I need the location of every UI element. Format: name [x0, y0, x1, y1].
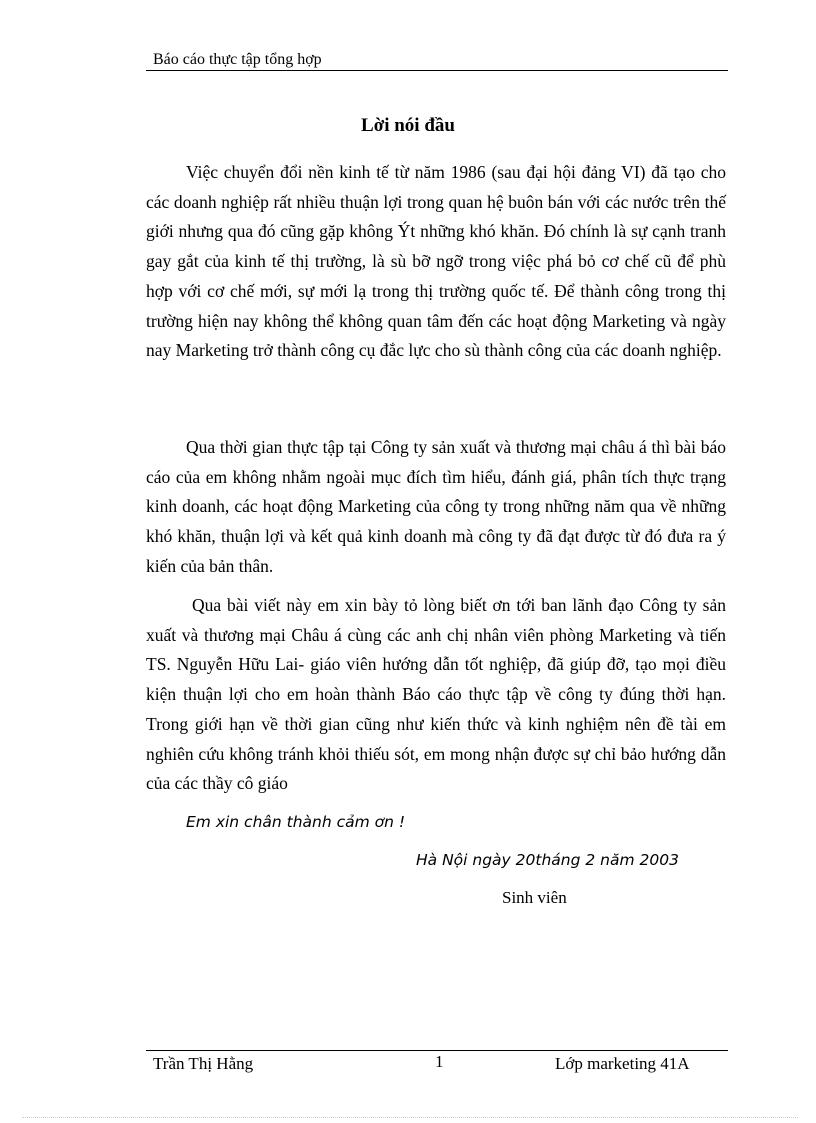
page-title: Lời nói đầu [361, 115, 455, 136]
signer-label: Sinh viên [502, 888, 567, 907]
page-number: 1 [435, 1052, 444, 1071]
paragraph: Qua bài viết này em xin bày tỏ lòng biết ơn tới ban lãnh đạo Công ty sản xuất và thương mại Châu á cùng các anh chị nhân viên phòng Marketing và tiến TS. Nguyễn Hữu Lai- giáo viên hướng dẫn tốt nghiệp, đã giúp đỡ, tạo mọi điều kiện thuận lợi cho em hoàn thành Báo cáo thực tập về công ty đúng thời hạn. Trong giới hạn về thời gian cũng như kiến thức và kinh nghiệm nên đề tài em nghiên cứu không tránh khỏi thiếu sót, em mong nhận được sự chỉ bảo hướng dẫn của các thầy cô giáo [146, 595, 726, 794]
running-header: Báo cáo thực tập tổng hợp [153, 51, 322, 68]
header-divider [146, 70, 728, 71]
footer-author: Trần Thị Hằng [153, 1054, 254, 1073]
page-boundary [22, 1117, 798, 1118]
closing-thanks: Em xin chân thành cảm ơn ! [186, 813, 406, 831]
footer-class: Lớp marketing 41A [555, 1054, 690, 1073]
paragraph-1-block [146, 158, 726, 366]
paragraph-3-block [146, 591, 726, 799]
paragraph-2-block [146, 433, 726, 582]
paragraph: Qua thời gian thực tập tại Công ty sản xuất và thương mại châu á thì bài báo cáo của em không nhằm ngoài mục đích tìm hiểu, đánh giá, phân tích thực trạng kinh doanh, các hoạt động Marketing của công ty trong những năm qua về những khó khăn, thuận lợi và kết quả kinh doanh mà công ty đã đạt được từ đó đưa ra ý kiến của bản thân. [146, 437, 726, 576]
paragraph: Việc chuyển đổi nền kinh tế từ năm 1986 (sau đại hội đảng VI) đã tạo cho các doanh nghiệp rất nhiều thuận lợi trong quan hệ buôn bán với các nước trên thế giới nhưng qua đó cũng gặp không Ýt những khó khăn. Đó chính là sự cạnh tranh gay gắt của kinh tế thị trường, là sù bỡ ngỡ trong việc phá bỏ cơ chế cũ để phù hợp với cơ chế mới, sự mới lạ trong thị trường quốc tế. Để thành công trong thị trường hiện nay không thể không quan tâm đến các hoạt động Marketing và ngày nay Marketing trở thành công cụ đắc lực cho sù thành công của các doanh nghiệp. [146, 162, 726, 361]
signature-date: Hà Nội ngày 20tháng 2 năm 2003 [416, 851, 679, 869]
footer-divider [146, 1050, 728, 1051]
